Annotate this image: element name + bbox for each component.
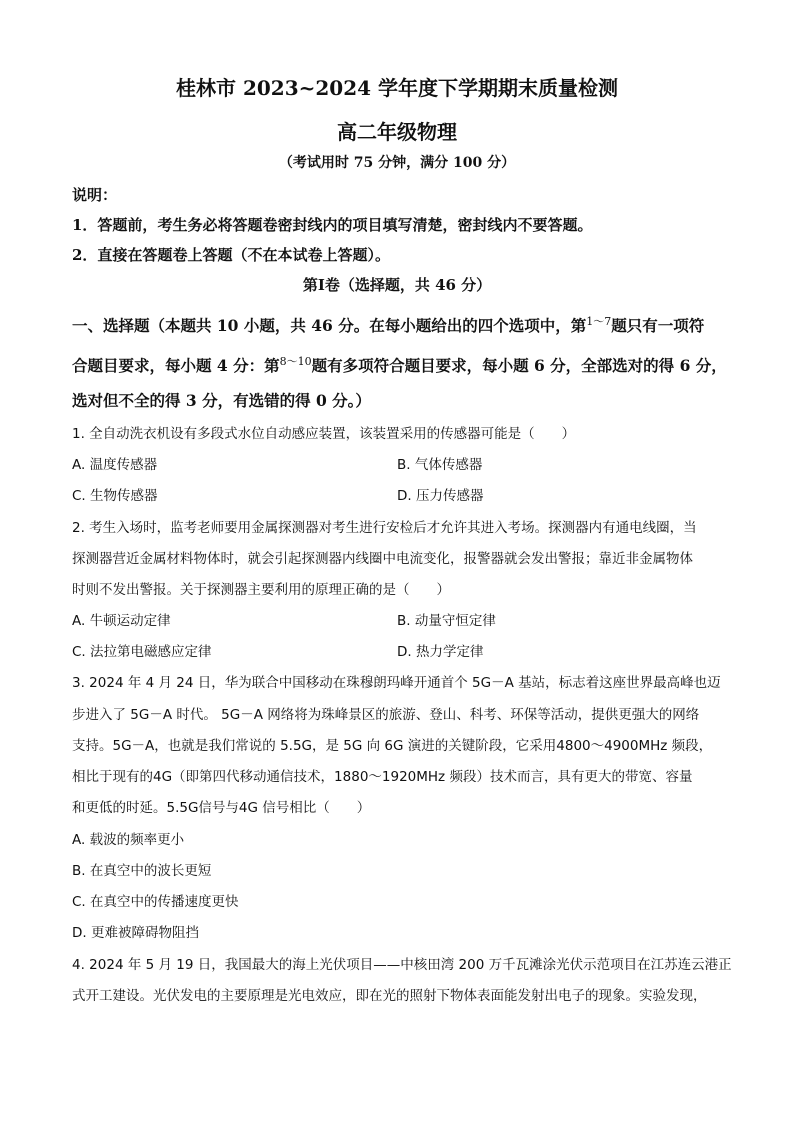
exam-title: 桂林市 2023~2024 学年度下学期期末质量检测 xyxy=(175,76,618,100)
q4-stem-line: 4. 2024 年 5 月 19 日，我国最大的海上光伏项目——中核田湾 200 万千瓦滩涂光伏示范项目在江苏连云港正 xyxy=(72,957,732,973)
q3-option-a: A. 载波的频率更小 xyxy=(72,832,185,848)
q2-option-b: B. 动量守恒定律 xyxy=(397,613,496,629)
section-instructions-line-1 xyxy=(72,313,704,336)
q1-stem: 1. 全自动洗衣机设有多段式水位自动感应装置，该装置采用的传感器可能是（ ） xyxy=(72,426,576,442)
section-text: 一、选择题（本题共 10 小题，共 46 分。在每小题给出的四个选项中，第 xyxy=(72,316,587,335)
q1-option-a: A. 温度传感器 xyxy=(72,457,158,473)
q2-option-a: A. 牛顿运动定律 xyxy=(72,613,171,629)
q3-option-c: C. 在真空中的传播速度更快 xyxy=(72,894,239,910)
q3-option-d: D. 更难被障碍物阻挡 xyxy=(72,925,199,941)
q3-stem-line: 支持。5G－A，也就是我们常说的 5.5G，是 5G 向 6G 演进的关键阶段，它采用4800～4900MHz 频段， xyxy=(72,738,713,754)
q1-option-c: C. 生物传感器 xyxy=(72,488,158,504)
section-instructions-line-2 xyxy=(72,353,727,376)
q1-option-b: B. 气体传感器 xyxy=(397,457,483,473)
q3-stem-line: 和更低的时延。5.5G信号与4G 信号相比（ ） xyxy=(72,800,371,816)
q2-stem-line: 2. 考生入场时，监考老师要用金属探测器对考生进行安检后才允许其进入考场。探测器内有通电线圈，当 xyxy=(72,520,697,536)
section-instructions-line-3: 选对但不全的得 3 分，有选错的得 0 分。） xyxy=(72,391,371,410)
q2-option-c: C. 法拉第电磁感应定律 xyxy=(72,644,212,660)
part1-heading: 第Ⅰ卷（选择题，共 46 分） xyxy=(302,276,492,294)
instruction-item-1: 1．答题前，考生务必将答题卷密封线内的项目填写清楚，密封线内不要答题。 xyxy=(72,216,593,234)
q3-stem-line: 步进入了 5G－A 时代。 5G－A 网络将为珠峰景区的旅游、登山、科考、环保等活动，提供更强大的网络 xyxy=(72,707,700,723)
q2-stem-line: 探测器营近金属材料物体时，就会引起探测器内线圈中电流变化，报警器就会发出警报；靠近非金属物体 xyxy=(72,551,693,567)
exam-subject: 高二年级物理 xyxy=(337,120,457,144)
instruction-item-2: 2．直接在答题卷上答题（不在本试卷上答题）。 xyxy=(72,246,390,264)
exam-meta: （考试用时 75 分钟，满分 100 分） xyxy=(278,155,516,171)
section-text: 题有多项符合题目要求，每小题 6 分，全部选对的得 6 分， xyxy=(311,356,727,375)
section-text: 题只有一项符 xyxy=(611,316,705,335)
q4-stem-line: 式开工建设。光伏发电的主要原理是光电效应，即在光的照射下物体表面能发射出电子的现象。实验发现， xyxy=(72,988,707,1004)
question-range: 1～7 xyxy=(586,315,612,328)
q3-option-b: B. 在真空中的波长更短 xyxy=(72,863,212,879)
q3-stem-line: 3. 2024 年 4 月 24 日，华为联合中国移动在珠穆朗玛峰开通首个 5G－A 基站，标志着这座世界最高峰也迈 xyxy=(72,675,721,691)
q2-option-d: D. 热力学定律 xyxy=(397,644,484,660)
q1-option-d: D. 压力传感器 xyxy=(397,488,484,504)
question-range: 8～10 xyxy=(279,355,312,368)
section-text: 合题目要求，每小题 4 分：第 xyxy=(72,356,280,375)
q2-stem-line: 时则不发出警报。关于探测器主要利用的原理正确的是（ ） xyxy=(72,582,450,598)
instructions-heading: 说明： xyxy=(72,186,118,204)
q3-stem-line: 相比于现有的4G（即第四代移动通信技术，1880～1920MHz 频段）技术而言，具有更大的带宽、容量 xyxy=(72,769,693,785)
